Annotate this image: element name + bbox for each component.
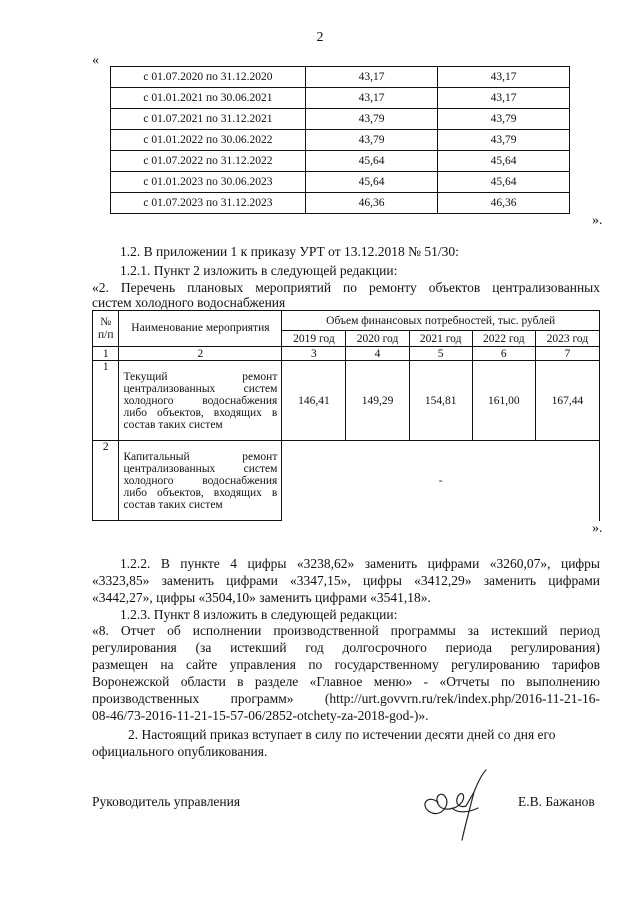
tariff-value-cell: 43,79 bbox=[306, 130, 438, 151]
section2-line2: систем холодного водоснабжения bbox=[92, 295, 286, 310]
tariff-value-cell: 46,36 bbox=[438, 193, 570, 214]
tariff-row bbox=[111, 151, 570, 172]
tariff-period-cell: с 01.07.2023 по 31.12.2023 bbox=[111, 193, 306, 214]
header-number: № п/п bbox=[93, 311, 119, 347]
tariff-row bbox=[111, 130, 570, 151]
paragraph-8-line5: производственных программ» (http://urt.govvrn.ru/rek/index.php/2016-11-21-16- bbox=[92, 691, 600, 706]
handwritten-signature bbox=[412, 762, 498, 846]
tariff-value-cell: 43,79 bbox=[438, 109, 570, 130]
page-number: 2 bbox=[316, 30, 324, 45]
index-cell: 7 bbox=[535, 347, 599, 361]
tariff-period-cell: с 01.01.2022 по 30.06.2022 bbox=[111, 130, 306, 151]
tariff-row bbox=[111, 67, 570, 88]
tariff-value-cell: 43,17 bbox=[438, 88, 570, 109]
signature-name: Е.В. Бажанов bbox=[518, 794, 595, 809]
header-year: 2022 год bbox=[472, 331, 535, 347]
tariff-value-cell: 43,17 bbox=[306, 88, 438, 109]
tariff-table-body bbox=[111, 67, 570, 214]
header-year: 2021 год bbox=[409, 331, 472, 347]
index-cell: 2 bbox=[119, 347, 282, 361]
index-cell: 3 bbox=[282, 347, 346, 361]
row-value: 146,41 bbox=[282, 361, 346, 441]
row-name: Капитальный ремонт централизованных систем холодного водоснабжения либо объектов, входящих в состав таких систем bbox=[119, 441, 282, 521]
row-value: 154,81 bbox=[409, 361, 472, 441]
header-year: 2020 год bbox=[346, 331, 409, 347]
paragraph-2-line1: 2. Настоящий приказ вступает в силу по истечении десяти дней со дня его bbox=[128, 727, 556, 742]
index-cell: 5 bbox=[409, 347, 472, 361]
tariff-row bbox=[111, 193, 570, 214]
row-value: 161,00 bbox=[472, 361, 535, 441]
quote-close-mark: ». bbox=[592, 521, 603, 536]
tariff-period-cell: с 01.07.2020 по 31.12.2020 bbox=[111, 67, 306, 88]
row-number: 2 bbox=[93, 441, 119, 521]
row-dash: - bbox=[282, 441, 600, 521]
paragraph-1-2-2-line3: «3442,27», цифры «3504,10» заменить цифрами «3541,18». bbox=[92, 590, 431, 605]
paragraph-1-2: 1.2. В приложении 1 к приказу УРТ от 13.12.2018 № 51/30: bbox=[120, 244, 459, 259]
tariff-value-cell: 43,79 bbox=[438, 130, 570, 151]
header-name: Наименование мероприятия bbox=[119, 311, 282, 347]
tariff-period-cell: с 01.01.2021 по 30.06.2021 bbox=[111, 88, 306, 109]
quote-open-mark: « bbox=[92, 53, 99, 68]
header-financial-group: Объем финансовых потребностей, тыс. рублей bbox=[282, 311, 600, 331]
paragraph-8-line6: 08-46/73-2016-11-21-15-57-06/2852-otchety-za-2018-god-)». bbox=[92, 708, 429, 723]
tariff-row bbox=[111, 109, 570, 130]
paragraph-2-line2: официального опубликования. bbox=[92, 744, 268, 759]
tariff-period-cell: с 01.07.2022 по 31.12.2022 bbox=[111, 151, 306, 172]
tariff-value-cell: 43,79 bbox=[306, 109, 438, 130]
row-name: Текущий ремонт централизованных систем холодного водоснабжения либо объектов, входящих в состав таких систем bbox=[119, 361, 282, 441]
tariff-table bbox=[110, 66, 570, 214]
tariff-period-cell: с 01.01.2023 по 30.06.2023 bbox=[111, 172, 306, 193]
tariff-value-cell: 43,17 bbox=[306, 67, 438, 88]
paragraph-1-2-2-line1: 1.2.2. В пункте 4 цифры «3238,62» заменить цифрами «3260,07», цифры bbox=[120, 556, 600, 571]
row-value: 149,29 bbox=[346, 361, 409, 441]
paragraph-1-2-1: 1.2.1. Пункт 2 изложить в следующей редакции: bbox=[120, 263, 398, 278]
tariff-row bbox=[111, 172, 570, 193]
paragraph-8-line1: «8. Отчет об исполнении производственной программы за истекший период bbox=[92, 623, 600, 638]
paragraph-8-line4: Воронежской области в разделе «Главное меню» - «Отчеты по выполнению bbox=[92, 674, 600, 689]
index-cell: 4 bbox=[346, 347, 409, 361]
tariff-value-cell: 45,64 bbox=[306, 172, 438, 193]
row-value: 167,44 bbox=[535, 361, 599, 441]
tariff-value-cell: 45,64 bbox=[306, 151, 438, 172]
paragraph-1-2-2-line2: «3323,85» заменить цифрами «3347,15», цифры «3412,29» заменить цифрами bbox=[92, 573, 600, 588]
tariff-value-cell: 45,64 bbox=[438, 172, 570, 193]
tariff-value-cell: 43,17 bbox=[438, 67, 570, 88]
header-year: 2023 год bbox=[535, 331, 599, 347]
tariff-value-cell: 45,64 bbox=[438, 151, 570, 172]
section2-line1: «2. Перечень плановых мероприятий по ремонту объектов централизованных bbox=[92, 280, 600, 295]
tariff-period-cell: с 01.07.2021 по 31.12.2021 bbox=[111, 109, 306, 130]
plan-table bbox=[92, 310, 600, 521]
signature-title: Руководитель управления bbox=[92, 794, 241, 809]
index-cell: 6 bbox=[472, 347, 535, 361]
index-cell: 1 bbox=[93, 347, 119, 361]
tariff-value-cell: 46,36 bbox=[306, 193, 438, 214]
paragraph-8-line2: регулирования (за истекший год долгосрочного периода регулирования) bbox=[92, 640, 600, 655]
paragraph-1-2-3: 1.2.3. Пункт 8 изложить в следующей редакции: bbox=[120, 607, 398, 622]
row-number: 1 bbox=[93, 361, 119, 441]
paragraph-8-line3: размещен на сайте управления по государственному регулированию тарифов bbox=[92, 657, 600, 672]
tariff-row bbox=[111, 88, 570, 109]
header-year: 2019 год bbox=[282, 331, 346, 347]
quote-close-mark: ». bbox=[592, 213, 603, 228]
